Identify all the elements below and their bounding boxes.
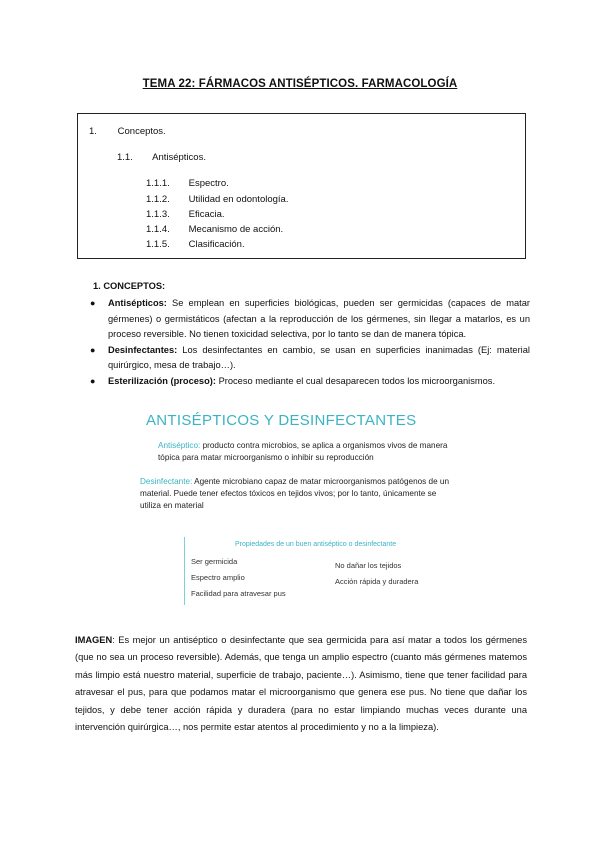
toc-item: 1.1.2. Utilidad en odontología. [146, 194, 289, 205]
figure-title: ANTISÉPTICOS Y DESINFECTANTES [146, 412, 417, 429]
properties-box [184, 537, 445, 605]
property-item: Facilidad para atravesar pus [191, 589, 286, 598]
table-of-contents [77, 113, 526, 259]
bullet-icon: ● [90, 298, 96, 308]
property-item: Espectro amplio [191, 573, 245, 582]
bullet-icon: ● [90, 375, 96, 386]
property-item: Acción rápida y duradera [335, 577, 419, 586]
bullet-list [90, 296, 530, 389]
list-item: ● Desinfectantes: Los desinfectantes en cambio, se usan en superficies inanimadas (Ej: material quirúrgico, mesa de trabajo…). [90, 344, 530, 370]
list-item: ● Esterilización (proceso): Proceso mediante el cual desaparecen todos los microorganismos. [90, 374, 530, 390]
toc-item: 1.1.4. Mecanismo de acción. [146, 224, 284, 235]
toc-item: 1.1.5. Clasificación. [146, 239, 245, 250]
image-explanation-paragraph: IMAGEN: Es mejor un antiséptico o desinfectante que sea germicida para así matar a todos los gérmenes (que no sea un proceso reversible). Además, que tenga un amplio espectro (cuanto más gérmenes matemos más limpio está nuestro material, superficie de trabajo, paciente…). Asimismo, tiene que tener facilidad para atravesar el pus, para que podamos matar el microorganismo que genera ese pus. No tiene que dañar los tejidos, y debe tener acción rápida y duradera (para no estar limpiando muchas veces durante una intervención quirúrgica…, nos permite estar atentos al procedimiento y no a la limpieza). [75, 635, 527, 733]
properties-title: Propiedades de un buen antiséptico o desinfectante [235, 541, 397, 548]
list-item: ● Antisépticos: Se emplean en superficies biológicas, pueden ser germicidas (capaces de matar gérmenes) o germistáticos (afectan a la reproducción de los gérmenes, sin llegar a matarlos, es un proceso reversible. No tienen toxicidad selectiva, por lo tanto se dan de manera tópica. [90, 298, 530, 339]
desinfectante-definition: Desinfectante: Agente microbiano capaz de matar microorganismos patógenos de un material. Puede tener efectos tóxicos en tejidos vivos; por lo tanto, únicamente se utiliza en material [140, 477, 450, 510]
toc-item: 1.1.1. Espectro. [146, 178, 229, 189]
bullet-icon: ● [90, 344, 96, 355]
property-item: Ser germicida [191, 557, 238, 566]
antiseptico-definition: Antiséptico: producto contra microbios, se aplica a organismos vivos de manera tópica para matar microorganismo o inhibir su reproducción [158, 441, 448, 462]
toc-item: 1.1.3. Eficacia. [146, 209, 225, 220]
page-title: TEMA 22: FÁRMACOS ANTISÉPTICOS. FARMACOLOGÍA [142, 78, 458, 90]
toc-item: 1.1. Antisépticos. [117, 152, 206, 163]
property-item: No dañar los tejidos [335, 561, 402, 570]
section-heading: 1. CONCEPTOS: [93, 281, 166, 291]
embedded-figure [140, 404, 500, 604]
toc-item: 1. Conceptos. [89, 126, 166, 137]
